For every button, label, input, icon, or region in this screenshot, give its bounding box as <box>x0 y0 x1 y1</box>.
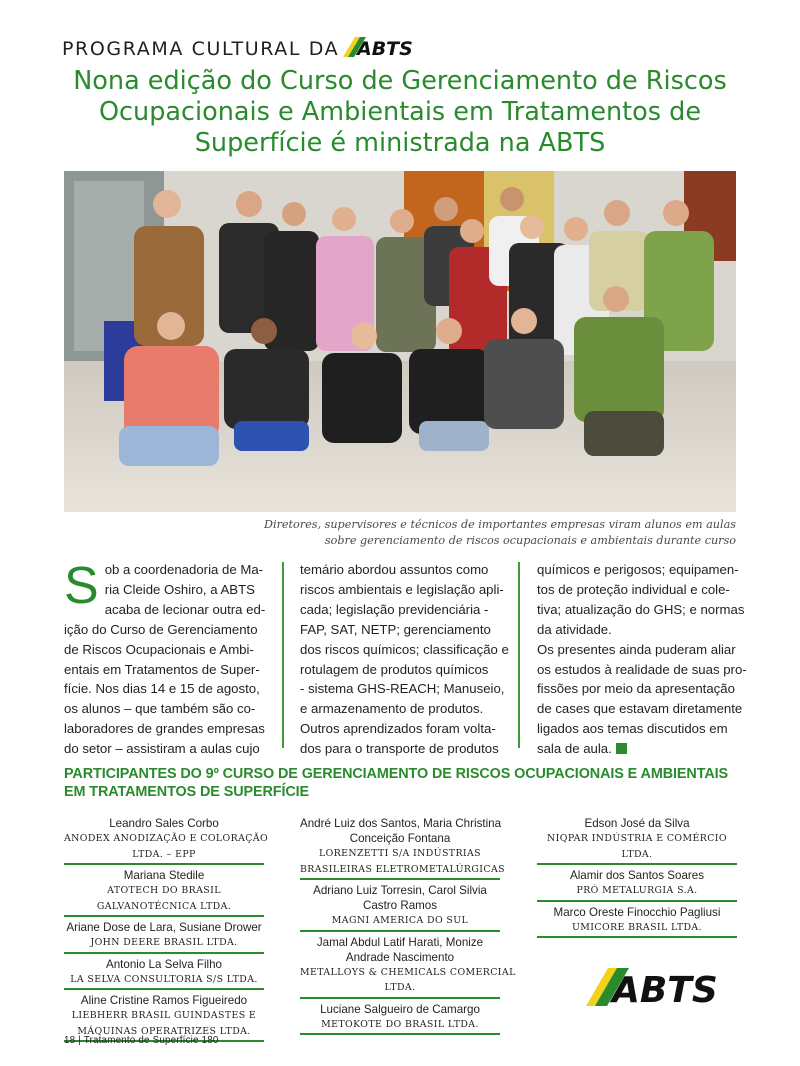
text-line: Ocupacionais e Ambientais em Tratamentos de <box>98 97 702 127</box>
participant-name <box>300 816 500 846</box>
headline <box>40 66 760 159</box>
text-line: os alunos – que também são co- <box>64 701 256 717</box>
text-line: riscos ambientais e legislação apli- <box>300 581 504 597</box>
text-line: JOHN DEERE BRASIL LTDA. <box>90 937 238 948</box>
article-column-3 <box>537 560 747 759</box>
text-line: ob a coordenadoria de Ma- <box>104 562 264 577</box>
text-line: MÁQUINAS OPERATRIZES LTDA. <box>77 1025 251 1037</box>
participant-name <box>537 816 737 831</box>
text-line: ligados aos temas discutidos em <box>537 721 728 737</box>
participant-name <box>64 816 264 831</box>
participant-entry <box>64 868 264 917</box>
participant-name <box>537 868 737 883</box>
text-line: EM TRATAMENTOS DE SUPERFÍCIE <box>64 784 310 800</box>
text-line: Edson José da Silva <box>584 817 690 830</box>
text-line: LTDA. <box>621 848 653 860</box>
text-line: Ariane Dose de Lara, Susiane Drower <box>66 921 262 934</box>
text-line: do setor – assistiram a aulas cujo <box>64 741 260 757</box>
text-line: Os presentes ainda puderam aliar <box>537 641 736 657</box>
text-line: NIQPAR INDÚSTRIA E COMÉRCIO <box>547 833 727 844</box>
section-label: PROGRAMA CULTURAL DA <box>62 38 340 60</box>
text-line: PRÓ METALURGIA S.A. <box>576 885 698 896</box>
participant-entry <box>64 816 269 865</box>
participants-column-2 <box>300 816 516 1038</box>
participant-company <box>537 883 737 899</box>
text-line: LORENZETTI S/A INDÚSTRIAS <box>318 848 482 859</box>
text-line: Leandro Sales Corbo <box>109 817 219 830</box>
last-line-text: sala de aula. <box>537 741 612 757</box>
text-line: - sistema GHS-REACH; Manuseio, <box>300 681 505 697</box>
abts-logo-small <box>343 33 414 60</box>
group-photo-illustration <box>64 171 736 512</box>
text-line: MAGNI AMERICA DO SUL <box>331 915 469 926</box>
text-line: UMICORE BRASIL LTDA. <box>572 921 702 933</box>
participant-entry <box>537 905 737 939</box>
text-line: dos para o transporte de produtos <box>300 741 499 757</box>
text-line: Jamal Abdul Latif Harati, Monize <box>316 935 484 949</box>
text-line: LTDA. <box>384 982 416 993</box>
participant-company <box>300 965 516 996</box>
text-line: Outros aprendizados foram volta- <box>300 721 496 737</box>
text-line: Marco Oreste Finocchio Pagliusi <box>553 905 721 919</box>
text-line: ição do Curso de Gerenciamento <box>64 621 258 637</box>
participant-company <box>300 1017 500 1033</box>
text-line: tos de proteção individual e cole- <box>537 581 730 597</box>
text-line: temário abordou assuntos como <box>300 562 489 577</box>
participant-entry <box>300 816 505 880</box>
text-line: cada; legislação previdenciária - <box>300 601 489 617</box>
column-divider <box>282 562 284 748</box>
text-line: Conceição Fontana <box>349 832 451 845</box>
text-line: químicos e perigosos; equipamen- <box>537 562 739 577</box>
page-footer: 18 | Tratamento de Superfície 180 <box>64 1035 219 1046</box>
text-line: Diretores, supervisores e técnicos de importantes empresas viram alunos em aulas <box>264 518 736 531</box>
logo-small-text: ABTS <box>357 38 414 60</box>
text-line: tiva; atualização do GHS; e normas <box>537 601 745 617</box>
text-line: Castro Ramos <box>362 899 438 912</box>
text-line: Adriano Luiz Torresin, Carol Silvia <box>313 884 487 897</box>
text-line: de cases que estavam diretamente <box>537 701 743 717</box>
text-line: e armazenamento de produtos. <box>300 701 484 717</box>
column-divider <box>518 562 520 748</box>
text-line: LIEBHERR BRASIL GUINDASTES E <box>71 1010 257 1021</box>
text-line: ANODEX ANODIZAÇÃO E COLORAÇÃO <box>64 833 269 844</box>
text-line: Aline Cristine Ramos Figueiredo <box>80 994 248 1007</box>
text-line: entais em Tratamentos de Super- <box>64 661 260 677</box>
text-line: METALLOYS & CHEMICALS COMERCIAL <box>300 966 516 978</box>
article-column-2 <box>300 560 509 759</box>
text-line: ria Cleide Oshiro, a ABTS <box>104 581 255 597</box>
participant-name <box>64 993 264 1008</box>
participant-entry <box>64 920 264 954</box>
text-line: acaba de lecionar outra ed- <box>104 601 266 617</box>
text-line: fissões por meio da apresentação <box>537 681 735 697</box>
participant-name <box>300 883 500 913</box>
text-line: Nona edição do Curso de Gerenciamento de Riscos <box>73 66 727 96</box>
participant-name <box>300 1002 500 1017</box>
participant-company <box>64 831 269 862</box>
text-line: BRASILEIRAS ELETROMETALÚRGICAS <box>300 863 505 875</box>
text-line: André Luiz dos Santos, Maria Christina <box>300 817 502 830</box>
participant-name <box>300 935 500 965</box>
participant-company <box>300 846 505 877</box>
photo-caption <box>240 517 736 548</box>
text-line: METOKOTE DO BRASIL LTDA. <box>321 1018 479 1030</box>
text-line: fície. Nos dias 14 e 15 de agosto, <box>64 681 260 697</box>
participant-company <box>300 913 500 929</box>
text-line <box>537 739 737 759</box>
drop-cap: S <box>64 557 99 615</box>
text-line: rotulagem de produtos químicos <box>300 661 489 677</box>
participant-name <box>64 868 264 883</box>
participant-entry <box>300 935 516 999</box>
abts-logo-large <box>586 962 718 1011</box>
participant-name <box>64 920 264 935</box>
participant-entry <box>64 957 264 991</box>
text-line: Alamir dos Santos Soares <box>569 869 705 882</box>
section-header <box>62 36 414 62</box>
text-line: LTDA. – EPP <box>132 848 196 860</box>
text-line: dos riscos químicos; classificação e <box>300 641 509 657</box>
participant-entry <box>537 816 737 865</box>
text-line: de Riscos Ocupacionais e Ambi- <box>64 641 254 657</box>
participant-name <box>537 905 737 920</box>
text-line: ATOTECH DO BRASIL <box>107 885 221 896</box>
text-line: os estudos à realidade de suas pro- <box>537 661 747 677</box>
text-line: Antonio La Selva Filho <box>105 957 222 971</box>
participant-company <box>64 883 264 914</box>
text-line: Mariana Stedile <box>123 869 205 882</box>
participants-column-1 <box>64 816 269 1045</box>
text-line: da atividade. <box>537 621 612 637</box>
participant-entry <box>300 1002 500 1036</box>
participants-title <box>64 765 754 801</box>
article-column-1 <box>64 557 266 759</box>
text-line: LA SELVA CONSULTORIA S/S LTDA. <box>70 973 258 985</box>
participant-company <box>537 920 737 936</box>
end-mark <box>616 743 627 754</box>
participant-company <box>64 972 264 988</box>
participant-entry <box>300 883 500 932</box>
participant-company <box>537 831 737 862</box>
logo-large-text: ABTS <box>612 970 718 1011</box>
text-line: FAP, SAT, NETP; gerenciamento <box>300 621 491 637</box>
participant-name <box>64 957 264 972</box>
text-line: PARTICIPANTES DO 9º CURSO DE GERENCIAMENTO DE RISCOS OCUPACIONAIS E AMBIENTAIS <box>64 766 729 782</box>
text-line: Andrade Nascimento <box>345 950 455 964</box>
text-line: sobre gerenciamento de riscos ocupacionais e ambientais durante curso <box>324 533 736 547</box>
group-photo <box>64 171 736 512</box>
participant-entry <box>537 868 737 902</box>
text-line: GALVANOTÉCNICA LTDA. <box>96 900 232 912</box>
participants-column-3 <box>537 816 737 941</box>
participant-company <box>64 935 264 951</box>
text-line: Superfície é ministrada na ABTS <box>194 128 606 158</box>
text-line: laboradores de grandes empresas <box>64 721 265 737</box>
text-line: Luciane Salgueiro de Camargo <box>320 1002 480 1016</box>
